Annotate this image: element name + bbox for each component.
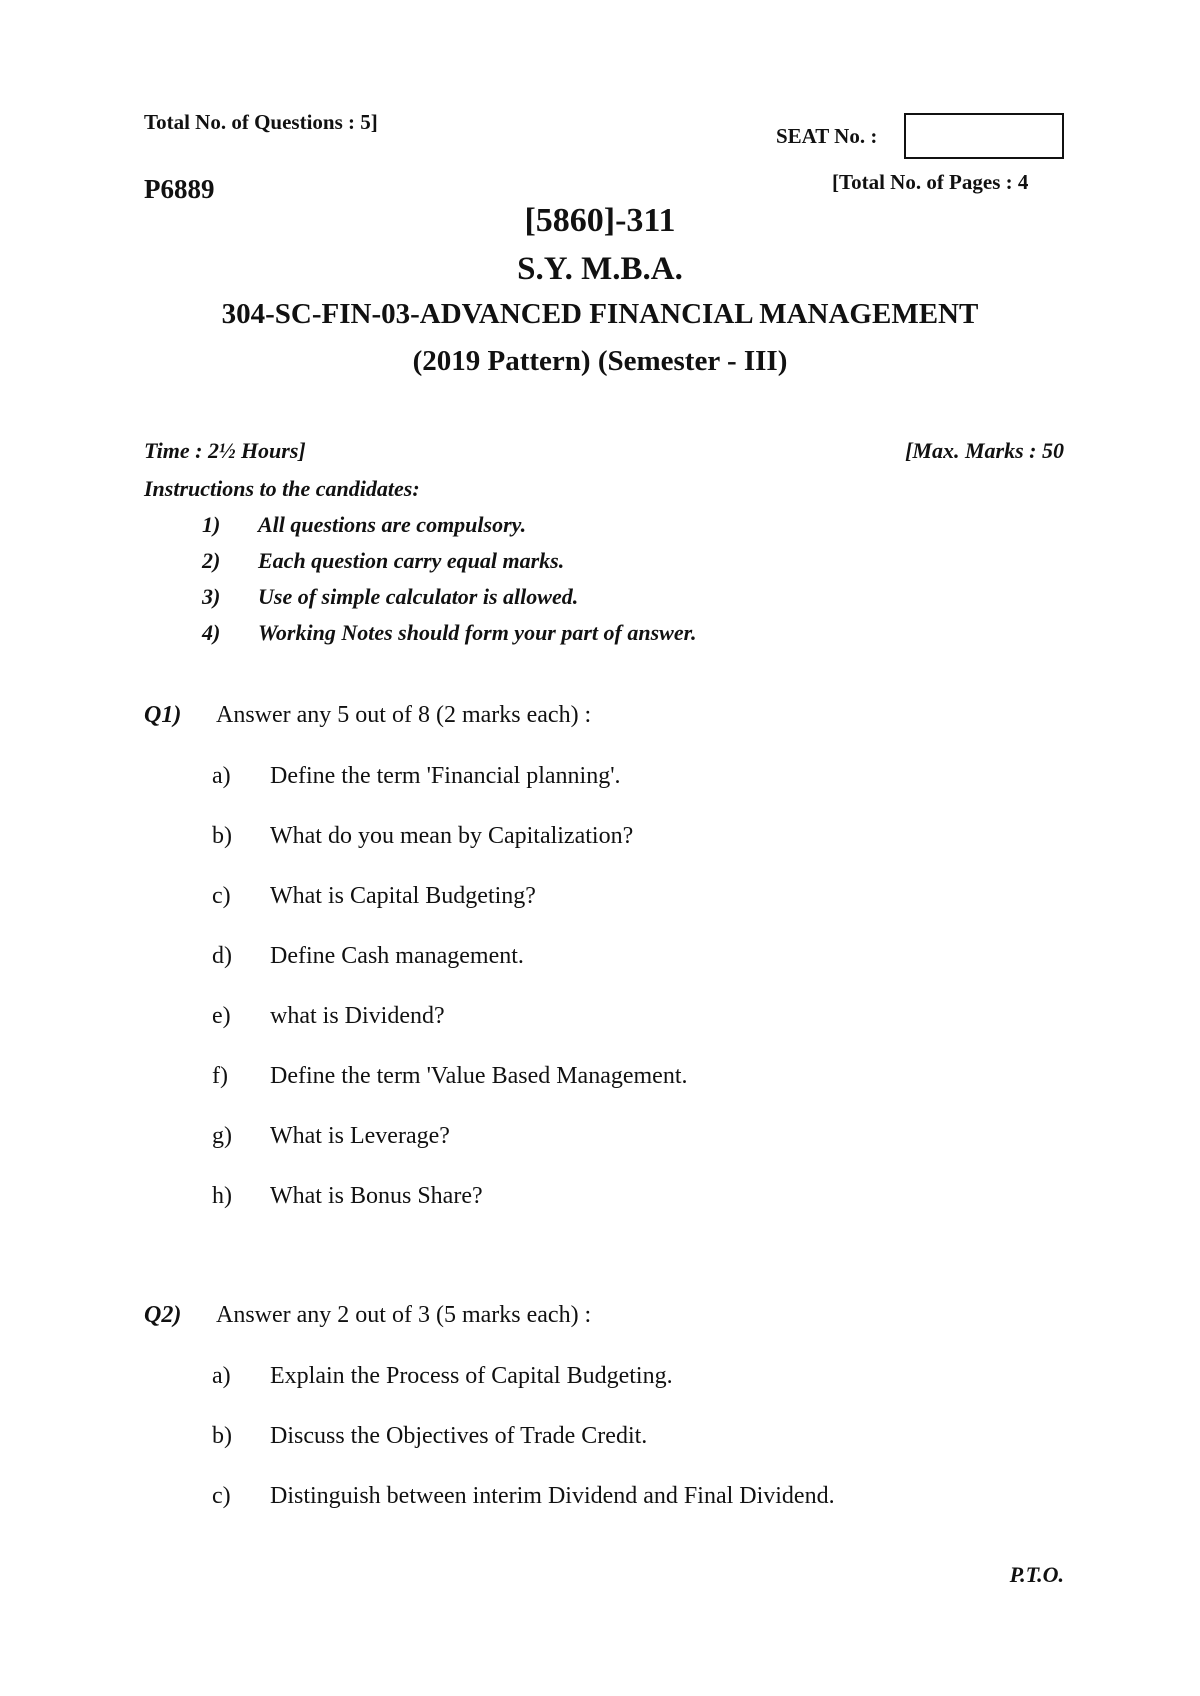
instruction-item — [202, 512, 526, 538]
pto-label: P.T.O. — [1009, 1562, 1064, 1587]
question-item — [212, 1123, 450, 1150]
item-text: Define the term 'Value Based Management. — [270, 1063, 688, 1089]
instruction-text: All questions are compulsory. — [258, 512, 527, 537]
item-letter: a) — [212, 1363, 231, 1389]
item-letter: b) — [212, 823, 232, 849]
instruction-number: 4) — [202, 620, 221, 645]
course-title: S.Y. M.B.A. — [517, 251, 683, 287]
item-text: what is Dividend? — [270, 1003, 445, 1029]
instruction-number: 2) — [202, 548, 221, 573]
instruction-item — [202, 548, 564, 574]
item-text: Discuss the Objectives of Trade Credit. — [270, 1423, 648, 1449]
question-2 — [144, 1302, 591, 1329]
question-number: Q2) — [144, 1302, 182, 1328]
paper-code: P6889 — [144, 174, 215, 204]
item-text: What is Bonus Share? — [270, 1183, 483, 1209]
item-letter: b) — [212, 1423, 232, 1449]
instruction-text: Use of simple calculator is allowed. — [258, 584, 579, 609]
question-1 — [144, 702, 591, 729]
item-text: What is Leverage? — [270, 1123, 450, 1149]
item-text: What is Capital Budgeting? — [270, 883, 536, 909]
question-item — [212, 1063, 688, 1090]
seat-number-box — [904, 113, 1064, 159]
item-text: Define the term 'Financial planning'. — [270, 763, 621, 789]
question-item — [212, 1003, 445, 1030]
item-letter: a) — [212, 763, 231, 789]
instruction-item — [202, 584, 578, 610]
question-item — [212, 1363, 673, 1390]
question-item — [212, 763, 621, 790]
instructions-title: Instructions to the candidates: — [144, 476, 420, 501]
question-item — [212, 1423, 647, 1450]
question-item — [212, 943, 524, 970]
item-text: Explain the Process of Capital Budgeting. — [270, 1363, 673, 1389]
exam-code: [5860]-311 — [524, 202, 676, 239]
question-item — [212, 1183, 483, 1210]
seat-number-label: SEAT No. : — [776, 124, 878, 148]
item-letter: c) — [212, 1483, 231, 1509]
instruction-text: Working Notes should form your part of answer. — [258, 620, 697, 645]
total-questions: Total No. of Questions : 5] — [144, 110, 378, 134]
pattern-semester: (2019 Pattern) (Semester - III) — [412, 345, 788, 377]
item-text: Define Cash management. — [270, 943, 524, 969]
total-pages: [Total No. of Pages : 4 — [832, 170, 1029, 194]
instruction-number: 3) — [202, 584, 221, 609]
max-marks: [Max. Marks : 50 — [905, 438, 1064, 463]
question-prompt: Answer any 5 out of 8 (2 marks each) : — [216, 702, 592, 728]
question-item — [212, 1483, 835, 1510]
item-text: Distinguish between interim Dividend and Final Dividend. — [270, 1483, 835, 1509]
subject-title: 304-SC-FIN-03-ADVANCED FINANCIAL MANAGEMENT — [221, 298, 979, 330]
item-letter: d) — [212, 943, 232, 969]
item-letter: f) — [212, 1063, 228, 1089]
question-number: Q1) — [144, 702, 182, 728]
item-text: What do you mean by Capitalization? — [270, 823, 634, 849]
item-letter: e) — [212, 1003, 231, 1029]
question-prompt: Answer any 2 out of 3 (5 marks each) : — [216, 1302, 592, 1328]
item-letter: c) — [212, 883, 231, 909]
instruction-text: Each question carry equal marks. — [258, 548, 565, 573]
item-letter: h) — [212, 1183, 232, 1209]
question-item — [212, 883, 536, 910]
question-item — [212, 823, 633, 850]
exam-time: Time : 2½ Hours] — [144, 438, 306, 463]
instruction-item — [202, 620, 696, 646]
instruction-number: 1) — [202, 512, 221, 537]
item-letter: g) — [212, 1123, 232, 1149]
